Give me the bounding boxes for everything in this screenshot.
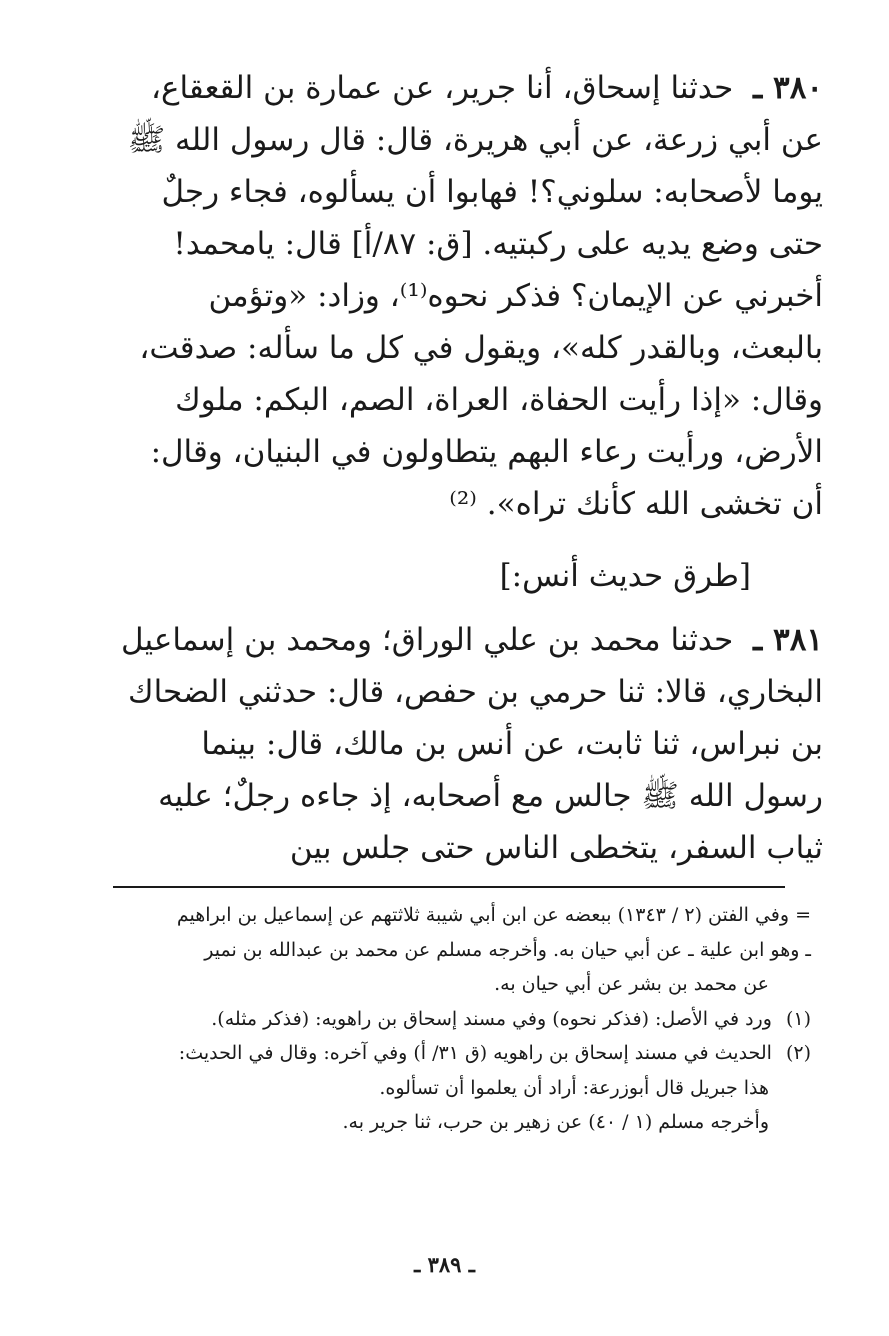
hadith-381 [115, 614, 823, 874]
page-body [115, 62, 823, 874]
footnote-2 [99, 1036, 811, 1071]
footnote-2-line: هذا جبريل قال أبوزرعة: أراد أن يعلموا أن تسألوه. [379, 1076, 769, 1099]
footnote-continuation-line: ـ وهو ابن علية ـ عن أبي حيان به. وأخرجه مسلم عن محمد بن عبدالله بن نمير [204, 938, 811, 961]
section-heading: [طرق حديث أنس:] [499, 558, 751, 594]
footnote-text: الحديث في مسند إسحاق بن راهويه (ق ٣١/ أ) وفي آخره: وقال في الحديث: [178, 1042, 772, 1064]
footnote-divider [113, 886, 785, 888]
hadith-text: حدثنا إسحاق، أنا جرير، عن عمارة بن القعقاع، عن أبي زرعة، عن أبي هريرة، قال: قال رسول الله ﷺ يوما لأصحابه: سلوني؟! فهابوا أن يسألوه، فجاء رجلٌ حتى وضع يديه على ركبتيه. [ق: ٨٧/أ] قال: يامحمد! أخبرني عن الإيمان؟ فذكر نحوه⁽¹⁾، وزاد: «وتؤمن بالبعث، وبالقدر كله»، ويقول في كل ما سأله: صدقت، وقال: «إذا رأيت الحفاة، العراة، الصم، البكم: ملوك الأرض، ورأيت رعاء البهم يتطاولون في البنيان، وقال: أن تخشى الله كأنك تراه». ⁽²⁾ [127, 70, 823, 522]
footnote-number: (٢) [785, 1042, 811, 1064]
hadith-380 [115, 62, 823, 530]
main-text [115, 62, 823, 874]
hadith-number: ٣٨١ ـ [753, 622, 823, 658]
footnote-continuation-line: = وفي الفتن (٢ / ١٣٤٣) ببعضه عن ابن أبي شيبة ثلاثتهم عن إسماعيل بن ابراهيم [176, 904, 811, 926]
hadith-number: ٣٨٠ ـ [753, 70, 823, 106]
page-number: ـ ٣٨٩ ـ [414, 1252, 475, 1277]
footnote-continuation-line: عن محمد بن بشر عن أبي حيان به. [494, 973, 769, 995]
footnote-number: (١) [785, 1007, 811, 1030]
footnote-2-line: وأخرجه مسلم (١ / ٤٠) عن زهير بن حرب، ثنا جرير به. [342, 1111, 769, 1133]
footnote-text: ورد في الأصل: (فذكر نحوه) وفي مسند إسحاق بن راهويه: (فذكر مثله). [211, 1007, 772, 1030]
footnotes [99, 898, 811, 1140]
hadith-text: حدثنا محمد بن علي الوراق؛ ومحمد بن إسماعيل البخاري، قالا: ثنا حرمي بن حفص، قال: حدثني الضحاك بن نبراس، ثنا ثابت، عن أنس بن مالك، قال: بينما رسول الله ﷺ جالس مع أصحابه، إذ جاءه رجلٌ؛ عليه ثياب السفر، يتخطى الناس حتى جلس بين [120, 622, 823, 866]
footnote-1 [99, 1002, 811, 1037]
